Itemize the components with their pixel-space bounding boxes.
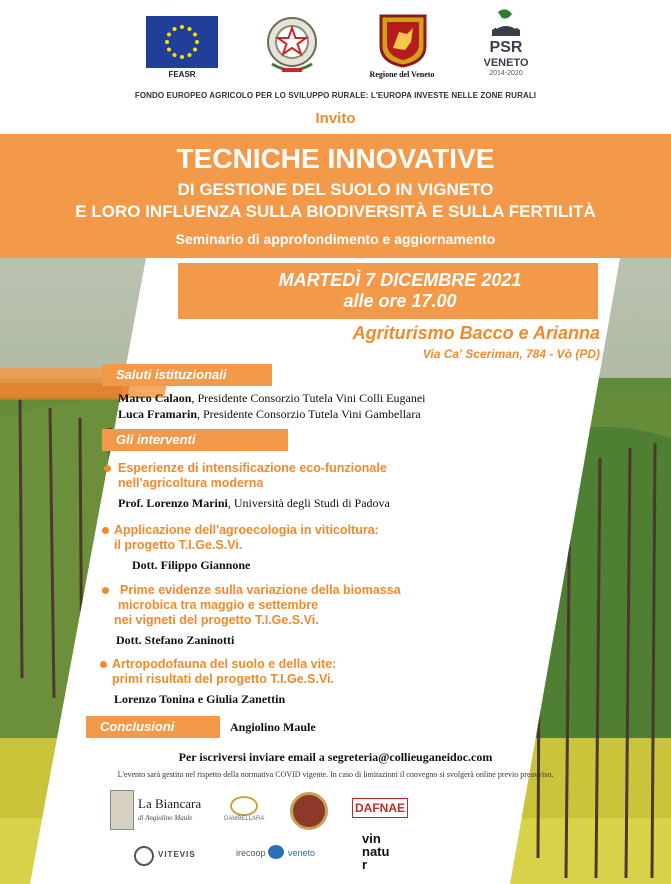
- speaker-name: Dott. Filippo Giannone: [132, 558, 251, 572]
- talk-3-title-line-1: Prime evidenze sulla variazione della biomassa: [120, 583, 401, 597]
- event-address: Via Ca' Sceriman, 784 - Vò (PD): [422, 347, 600, 361]
- logo-bar: [0, 6, 671, 98]
- talk-2-title-line-2: il progetto T.I.Ge.S.Vi.: [114, 538, 243, 552]
- colli-euganei-seal-icon: [290, 792, 328, 830]
- talk-1-speaker: [118, 496, 390, 511]
- bullet-icon: [102, 587, 109, 594]
- gambellara-logo-icon: [230, 796, 258, 816]
- speaker-affiliation: , Università degli Studi di Padova: [227, 496, 390, 510]
- covid-note: L'evento sarà gestito nel rispetto della normativa COVID vigente. In caso di limitazioni il convegno si svolgerà online previo preavviso.: [117, 770, 554, 779]
- talk-3-title-line-2: microbica tra maggio e settembre: [118, 598, 319, 612]
- title-line-2: DI GESTIONE DEL SUOLO IN VIGNETO: [177, 180, 494, 199]
- saluti-person-1: [118, 391, 425, 406]
- talk-2-title-line-1: Applicazione dell'agroecologia in viticoltura:: [114, 523, 379, 537]
- invito-heading: Invito: [315, 110, 356, 127]
- bullet-icon: [100, 661, 107, 668]
- event-time: alle ore 17.00: [343, 291, 457, 311]
- seminar-subtitle: Seminario di approfondimento e aggiornamento: [175, 231, 496, 247]
- registration-line: Per iscriversi inviare email a segreteria@collieuganeidoc.com: [178, 750, 493, 764]
- speaker-name: Prof. Lorenzo Marini: [118, 496, 228, 510]
- vitevis-logo-icon: [134, 846, 154, 866]
- speaker-name: Lorenzo Tonina e Giulia Zanettin: [114, 692, 286, 706]
- title-line-3: E LORO INFLUENZA SULLA BIODIVERSITÀ E SULLA FERTILITÀ: [75, 202, 596, 221]
- person-name: Luca Framarin: [118, 407, 197, 421]
- sponsor-biancara: La Biancara: [138, 796, 202, 811]
- section-interventi-label: Gli interventi: [102, 429, 288, 451]
- event-date: MARTEDÌ 7 DICEMBRE 2021: [278, 270, 522, 290]
- psr-years: 2014-2020: [489, 70, 523, 77]
- saluti-person-2: [118, 407, 421, 422]
- sponsor-dafnae: DAFNAE: [352, 798, 408, 818]
- sponsor-gambellara: GAMBELLARA: [223, 816, 265, 822]
- eu-caption: FEASR: [168, 70, 196, 79]
- talk-4-speaker: [114, 692, 285, 707]
- person-role: , Presidente Consorzio Tutela Vini Colli Euganei: [191, 391, 426, 405]
- talk-4-title-line-1: Artropodofauna del suolo e della vite:: [112, 657, 337, 671]
- talk-1-title-line-2: nell'agricoltura moderna: [118, 476, 264, 490]
- psr-subtitle: VENETO: [483, 57, 529, 69]
- psr-title: PSR: [489, 39, 523, 56]
- talk-3-speaker: [116, 633, 234, 648]
- talk-4-title-line-2: primi risultati del progetto T.I.Ge.S.Vi.: [112, 672, 335, 686]
- talk-2-speaker: [132, 558, 250, 573]
- person-name: Marco Calaon: [118, 391, 192, 405]
- person-role: , Presidente Consorzio Tutela Vini Gambellara: [197, 407, 421, 421]
- section-conclusioni-label: Conclusioni: [86, 716, 220, 738]
- section-saluti-label: Saluti istituzionali: [102, 364, 272, 386]
- psr-veneto-logo: [478, 6, 534, 84]
- biancara-logo-icon: [110, 790, 134, 830]
- sponsor-biancara-sub: di Angiolino Maule: [138, 814, 193, 822]
- title-main: TECNICHE INNOVATIVE: [176, 143, 495, 174]
- eu-flag-logo: [146, 16, 218, 68]
- regione-veneto-logo: [373, 12, 433, 68]
- bullet-icon: [104, 465, 111, 472]
- bullet-icon: [102, 527, 109, 534]
- veneto-caption: Regione del Veneto: [369, 70, 435, 79]
- talk-1-title-line-1: Esperienze di intensificazione eco-funzionale: [118, 461, 387, 475]
- speaker-name: Dott. Stefano Zaninotti: [116, 633, 235, 647]
- sponsor-irecoop-veneto: veneto: [288, 848, 316, 858]
- conclusioni-speaker: Angiolino Maule: [230, 720, 316, 734]
- fondo-europeo-line: FONDO EUROPEO AGRICOLO PER LO SVILUPPO RURALE: L'EUROPA INVESTE NELLE ZONE RURALI: [134, 91, 537, 100]
- sponsor-vitevis: VITEVIS: [158, 850, 196, 859]
- sponsor-irecoop: irecoop: [236, 848, 266, 858]
- event-venue: Agriturismo Bacco e Arianna: [352, 323, 600, 343]
- italian-emblem-logo: [264, 14, 320, 76]
- sponsor-vinnatur: vin natur: [362, 831, 390, 872]
- talk-3-title-line-3: nei vigneti del progetto T.I.Ge.S.Vi.: [114, 613, 319, 627]
- irecoop-logo-icon: [268, 845, 284, 859]
